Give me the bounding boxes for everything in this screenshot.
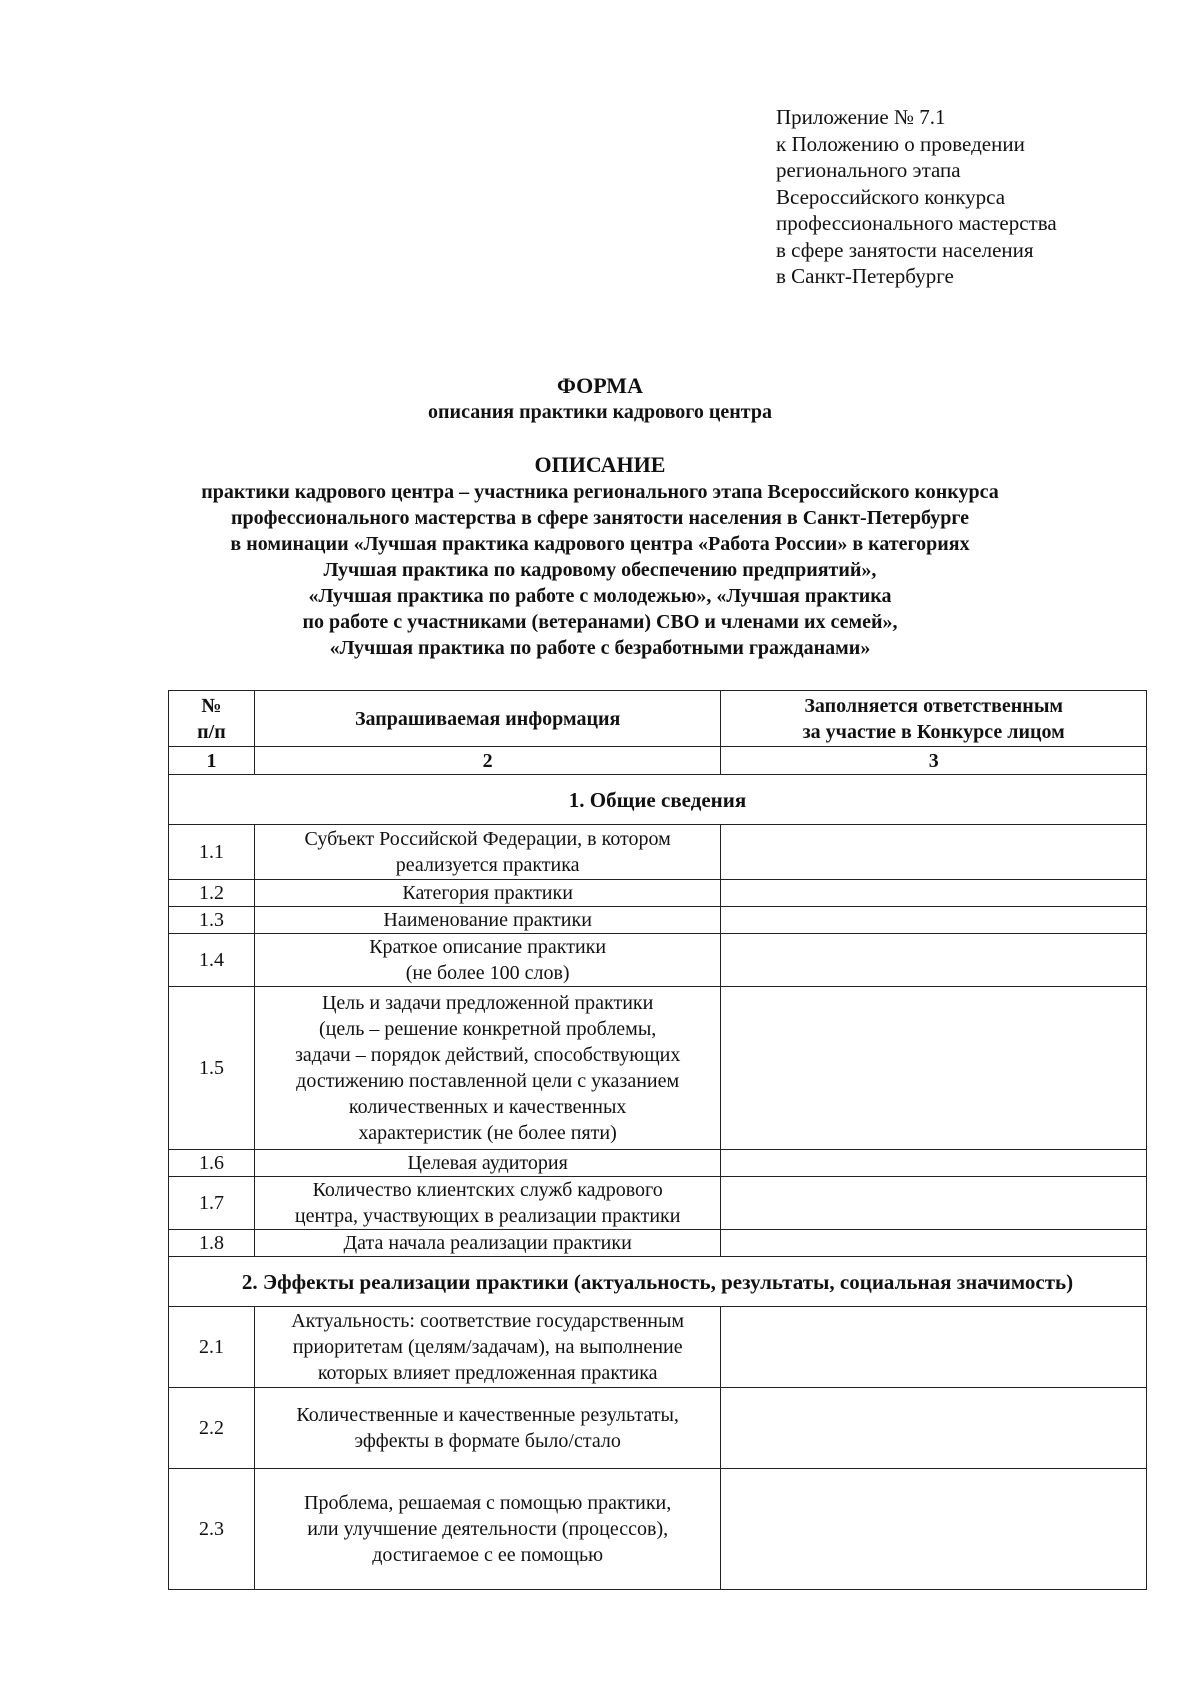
description-line: профессионального мастерства в сфере занятости населения в Санкт-Петербурге (230, 507, 970, 529)
response-cell[interactable] (721, 907, 1147, 934)
table-row (169, 1177, 1147, 1230)
row-number: 2.3 (169, 1469, 255, 1590)
section-header-row (169, 775, 1147, 825)
requested-info-line: приоритетам (целям/задачам), на выполнение (292, 1336, 683, 1358)
description-line: в номинации «Лучшая практика кадрового центра «Работа России» в категориях (230, 533, 970, 555)
requested-info-line: которых влияет предложенная практика (317, 1362, 658, 1384)
section-title: 1. Общие сведения (169, 775, 1147, 825)
requested-info-cell (254, 907, 721, 934)
row-number: 1.6 (169, 1150, 255, 1177)
requested-info-line: Наименование практики (383, 909, 592, 931)
appendix-block (776, 104, 1057, 290)
table-row (169, 987, 1147, 1150)
row-number: 1.1 (169, 825, 255, 880)
description-title: ОПИСАНИЕ (534, 452, 666, 477)
requested-info-cell (254, 1177, 721, 1230)
row-number: 1.8 (169, 1230, 255, 1257)
column-number: 1 (169, 747, 255, 775)
requested-info-cell (254, 1150, 721, 1177)
table-row (169, 934, 1147, 987)
table-row (169, 825, 1147, 880)
header-filled-by: Заполняется ответственным за участие в Конкурсе лицом (721, 691, 1147, 747)
appendix-line: профессионального мастерства (776, 211, 1057, 235)
requested-info-line: Проблема, решаемая с помощью практики, (304, 1492, 672, 1514)
requested-info-line: эффекты в формате было/стало (354, 1430, 621, 1452)
appendix-line: Всероссийского конкурса (776, 184, 1006, 209)
description-line: практики кадрового центра – участника регионального этапа Всероссийского конкурса (201, 481, 999, 503)
requested-info-line: Количество клиентских служб кадрового (312, 1179, 663, 1201)
requested-info-line: Краткое описание практики (369, 936, 607, 958)
description-line: по работе с участниками (ветеранами) СВО и членами их семей», (302, 611, 898, 633)
appendix-line: в сфере занятости населения (776, 237, 1034, 262)
row-number: 2.1 (169, 1307, 255, 1388)
requested-info-cell (254, 934, 721, 987)
form-title: ФОРМА (557, 373, 643, 398)
requested-info-line: достижению поставленной цели с указанием (296, 1070, 680, 1092)
requested-info-line: Актуальность: соответствие государственным (291, 1310, 685, 1332)
requested-info-line: Цель и задачи предложенной практики (321, 992, 654, 1014)
description-text (0, 479, 1200, 661)
response-cell[interactable] (721, 1177, 1147, 1230)
requested-info-line: Дата начала реализации практики (343, 1232, 632, 1254)
table-header-row (169, 691, 1147, 747)
requested-info-cell (254, 1307, 721, 1388)
requested-info-line: задачи – порядок действий, способствующих (294, 1044, 681, 1066)
column-number-row (169, 747, 1147, 775)
section-header-row (169, 1257, 1147, 1307)
requested-info-line: характеристик (не более пяти) (358, 1122, 617, 1144)
description-line: «Лучшая практика по работе с молодежью», «Лучшая практика (308, 585, 892, 607)
appendix-line: регионального этапа (776, 158, 961, 182)
practice-form-table (168, 690, 1147, 1590)
header-requested-info: Запрашиваемая информация (254, 691, 721, 747)
response-cell[interactable] (721, 987, 1147, 1150)
row-number: 1.5 (169, 987, 255, 1150)
table-row (169, 1307, 1147, 1388)
response-cell[interactable] (721, 1150, 1147, 1177)
requested-info-line: Количественные и качественные результаты, (296, 1404, 679, 1426)
row-number: 2.2 (169, 1388, 255, 1469)
requested-info-line: Категория практики (402, 882, 573, 904)
description-line: Лучшая практика по кадровому обеспечению предприятий», (323, 559, 877, 581)
form-subtitle: описания практики кадрового центра (428, 401, 772, 423)
row-number: 1.3 (169, 907, 255, 934)
requested-info-line: (цель – решение конкретной проблемы, (319, 1018, 657, 1040)
response-cell[interactable] (721, 1307, 1147, 1388)
response-cell[interactable] (721, 880, 1147, 907)
response-cell[interactable] (721, 934, 1147, 987)
row-number: 1.2 (169, 880, 255, 907)
requested-info-line: центра, участвующих в реализации практики (294, 1205, 681, 1227)
response-cell[interactable] (721, 1469, 1147, 1590)
section-title: 2. Эффекты реализации практики (актуальность, результаты, социальная значимость) (169, 1257, 1147, 1307)
requested-info-cell (254, 880, 721, 907)
requested-info-line: или улучшение деятельности (процессов), (307, 1518, 669, 1540)
header-number: № п/п (169, 691, 255, 747)
appendix-line: Приложение № 7.1 (776, 105, 946, 129)
appendix-line: к Положению о проведении (776, 131, 1025, 156)
response-cell[interactable] (721, 1230, 1147, 1257)
requested-info-line: (не более 100 слов) (405, 962, 570, 984)
response-cell[interactable] (721, 825, 1147, 880)
table-row (169, 907, 1147, 934)
requested-info-line: Субъект Российской Федерации, в котором (304, 828, 671, 850)
requested-info-cell (254, 1230, 721, 1257)
requested-info-line: количественных и качественных (348, 1096, 627, 1118)
appendix-line: в Санкт-Петербурге (776, 264, 954, 288)
requested-info-line: Целевая аудитория (407, 1152, 568, 1174)
requested-info-cell (254, 1388, 721, 1469)
table-row (169, 1230, 1147, 1257)
table-row (169, 880, 1147, 907)
requested-info-cell (254, 1469, 721, 1590)
row-number: 1.7 (169, 1177, 255, 1230)
row-number: 1.4 (169, 934, 255, 987)
column-number: 3 (721, 747, 1147, 775)
requested-info-cell (254, 987, 721, 1150)
table-row (169, 1388, 1147, 1469)
description-line: «Лучшая практика по работе с безработными гражданами» (329, 637, 871, 659)
table-row (169, 1150, 1147, 1177)
table-row (169, 1469, 1147, 1590)
requested-info-line: достигаемое с ее помощью (372, 1544, 604, 1566)
column-number: 2 (254, 747, 721, 775)
requested-info-line: реализуется практика (395, 854, 580, 876)
response-cell[interactable] (721, 1388, 1147, 1469)
requested-info-cell (254, 825, 721, 880)
